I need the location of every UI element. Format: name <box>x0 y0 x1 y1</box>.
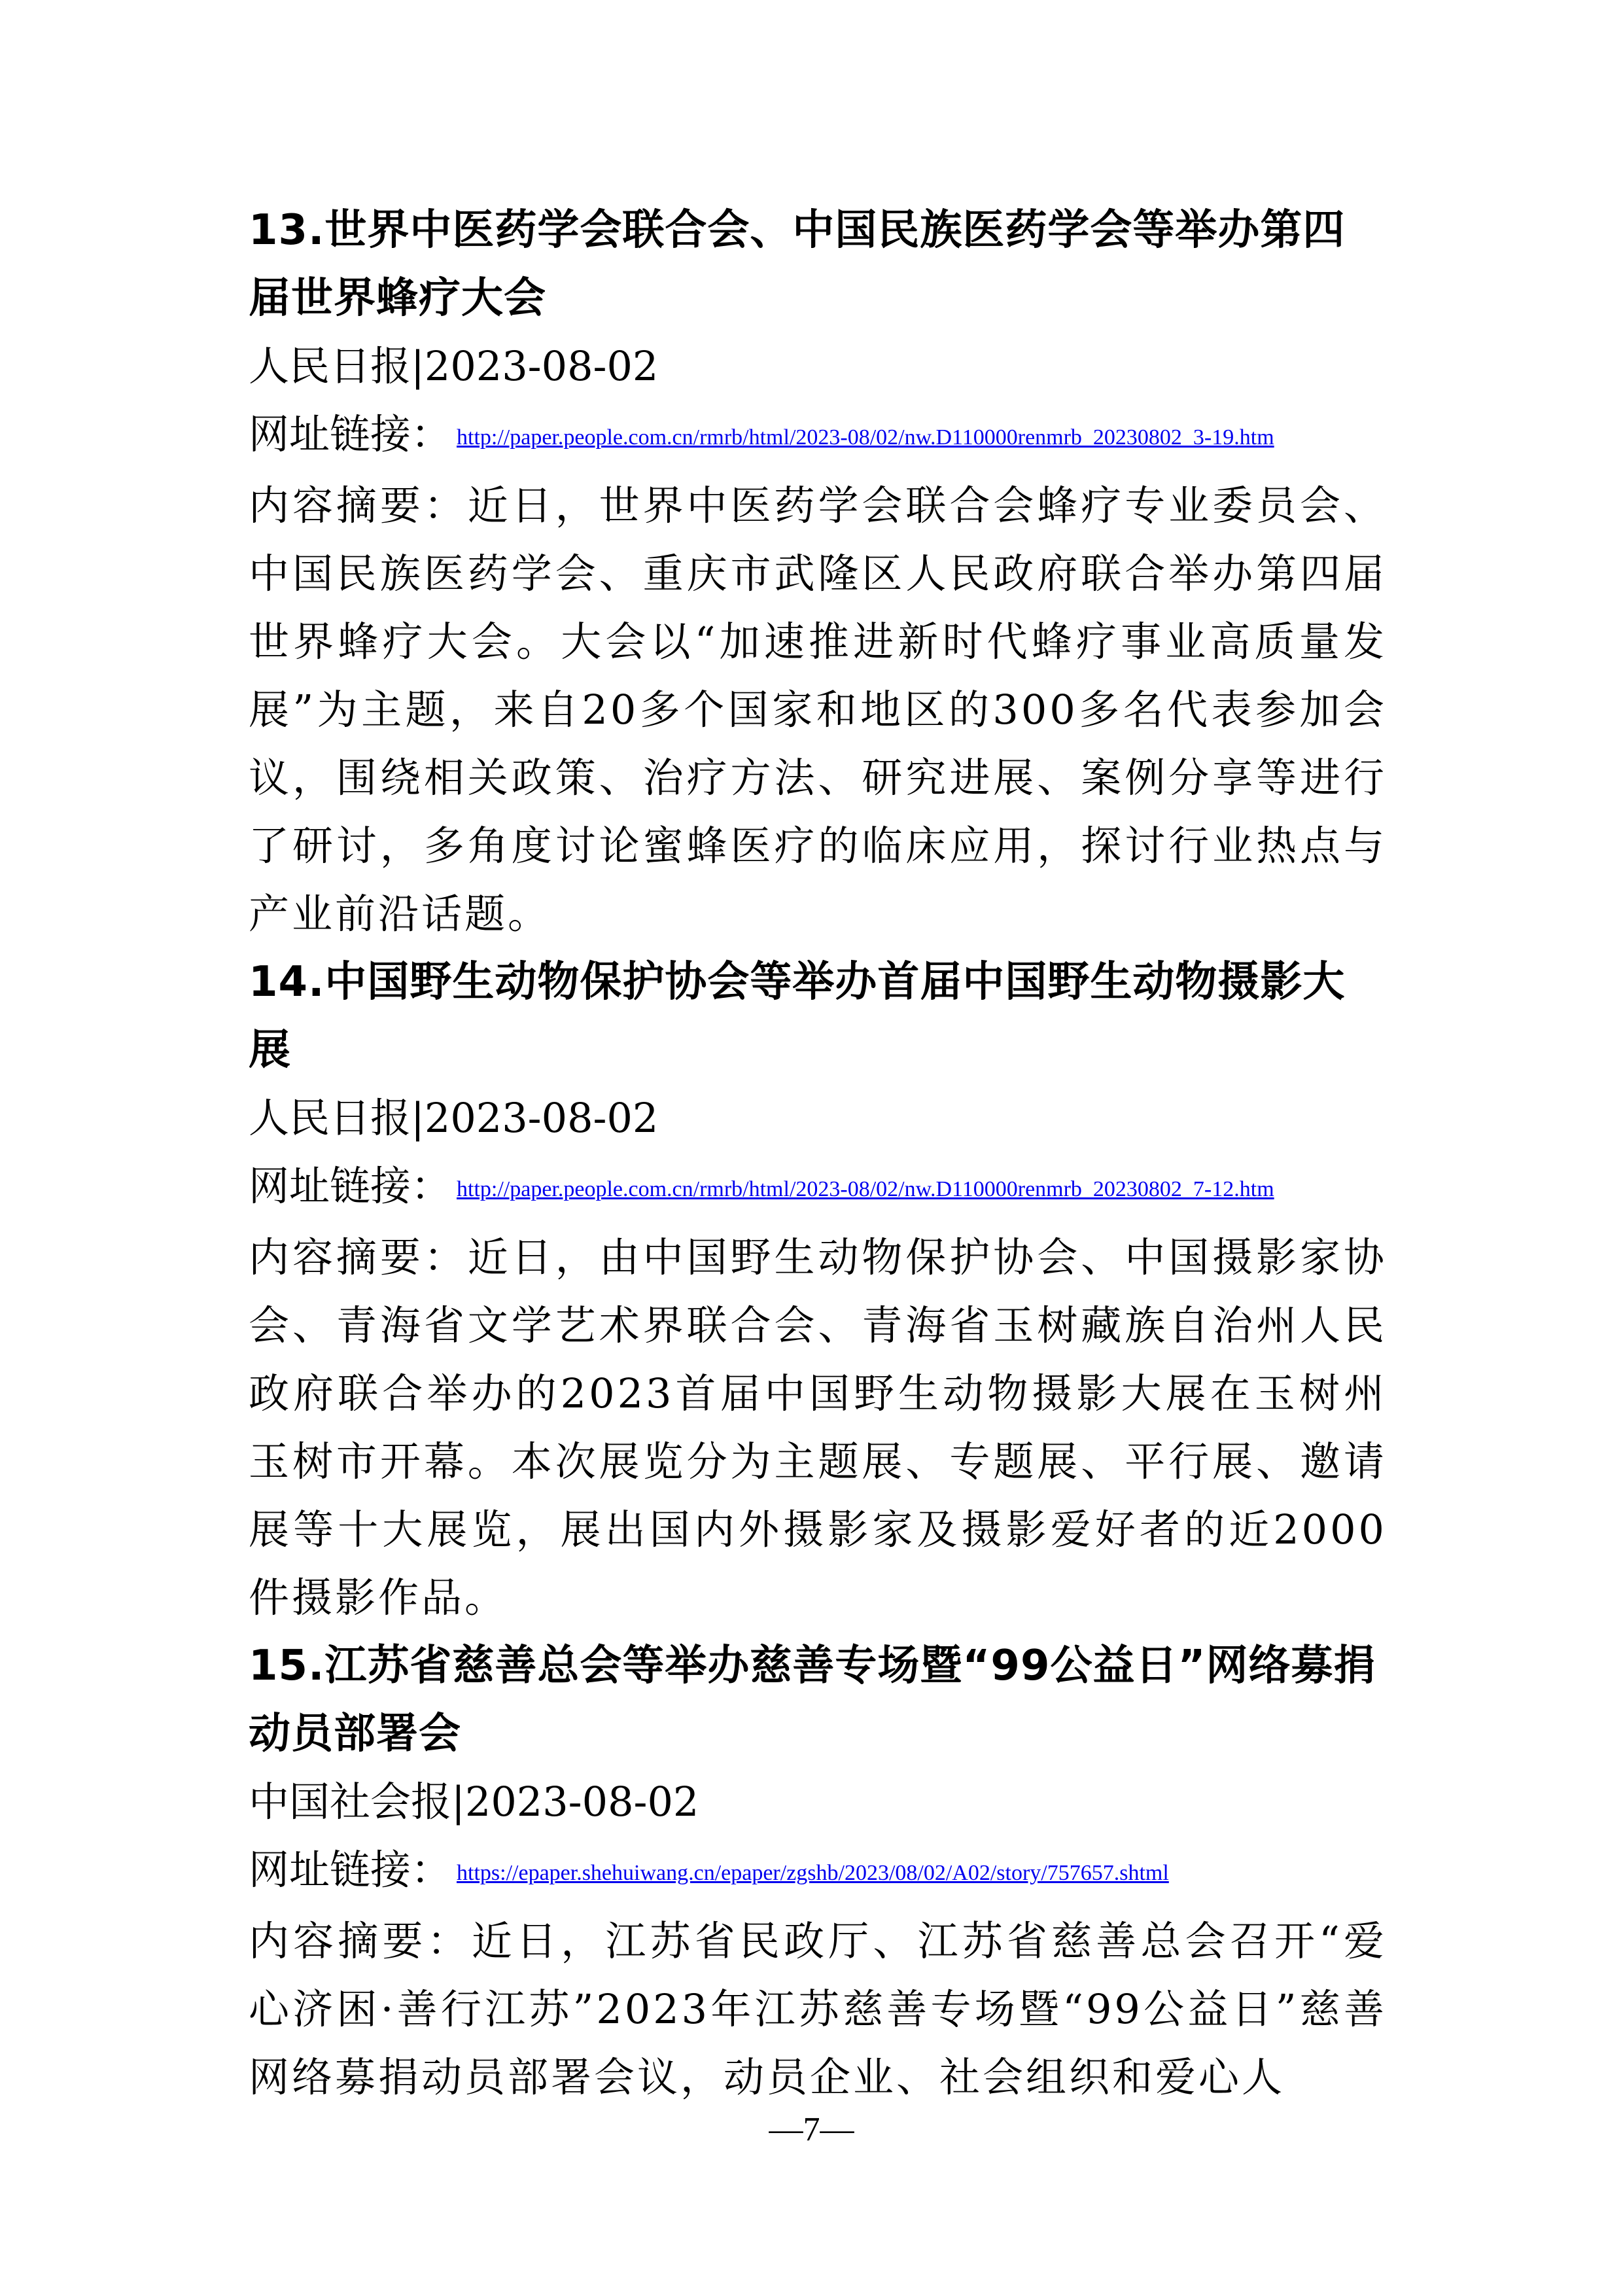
article-15 <box>249 1632 1387 2111</box>
article-link-line <box>249 1836 1387 1907</box>
article-14 <box>249 948 1387 1632</box>
article-link-line <box>249 400 1387 472</box>
article-link[interactable]: https://epaper.shehuiwang.cn/epaper/zgshb/2023/08/02/A02/story/757657.shtml <box>457 1861 1169 1885</box>
article-title: 14.中国野生动物保护协会等举办首届中国野生动物摄影大展 <box>249 958 1346 1074</box>
article-source: 中国社会报|2023-08-02 <box>249 1778 699 1826</box>
page-number: —7— <box>769 2111 854 2148</box>
article-13 <box>249 196 1387 948</box>
link-label: 网址链接： <box>249 1162 452 1210</box>
article-title: 13.世界中医药学会联合会、中国民族医药学会等举办第四届世界蜂疗大会 <box>249 206 1346 323</box>
article-link[interactable]: http://paper.people.com.cn/rmrb/html/2023-08/02/nw.D110000renmrb_20230802_7-12.htm <box>457 1177 1274 1201</box>
article-summary: 内容摘要：近日，江苏省民政厅、江苏省慈善总会召开“爱心济困·善行江苏”2023年江苏慈善专场暨“99公益日”慈善网络募捐动员部署会议，动员企业、社会组织和爱心人 <box>249 1917 1387 2101</box>
article-link-line <box>249 1152 1387 1224</box>
link-label: 网址链接： <box>249 410 452 458</box>
article-summary: 内容摘要：近日，由中国野生动物保护协会、中国摄影家协会、青海省文学艺术界联合会、青海省玉树藏族自治州人民政府联合举办的2023首届中国野生动物摄影大展在玉树州玉树市开幕。本次展览分为主题展、专题展、平行展、邀请展等十大展览，展出国内外摄影家及摄影爱好者的近2000件摄影作品。 <box>249 1233 1387 1621</box>
article-source: 人民日报|2023-08-02 <box>249 342 659 390</box>
article-title: 15.江苏省慈善总会等举办慈善专场暨“99公益日”网络募捐动员部署会 <box>249 1642 1376 1758</box>
article-list <box>249 196 1387 2111</box>
link-label: 网址链接： <box>249 1846 452 1894</box>
article-summary: 内容摘要：近日，世界中医药学会联合会蜂疗专业委员会、中国民族医药学会、重庆市武隆区人民政府联合举办第四届世界蜂疗大会。大会以“加速推进新时代蜂疗事业高质量发展”为主题，来自20多个国家和地区的300多名代表参加会议，围绕相关政策、治疗方法、研究进展、案例分享等进行了研讨，多角度讨论蜜蜂医疗的临床应用，探讨行业热点与产业前沿话题。 <box>249 482 1387 938</box>
article-source: 人民日报|2023-08-02 <box>249 1094 659 1142</box>
article-link[interactable]: http://paper.people.com.cn/rmrb/html/2023-08/02/nw.D110000renmrb_20230802_3-19.htm <box>457 425 1274 450</box>
